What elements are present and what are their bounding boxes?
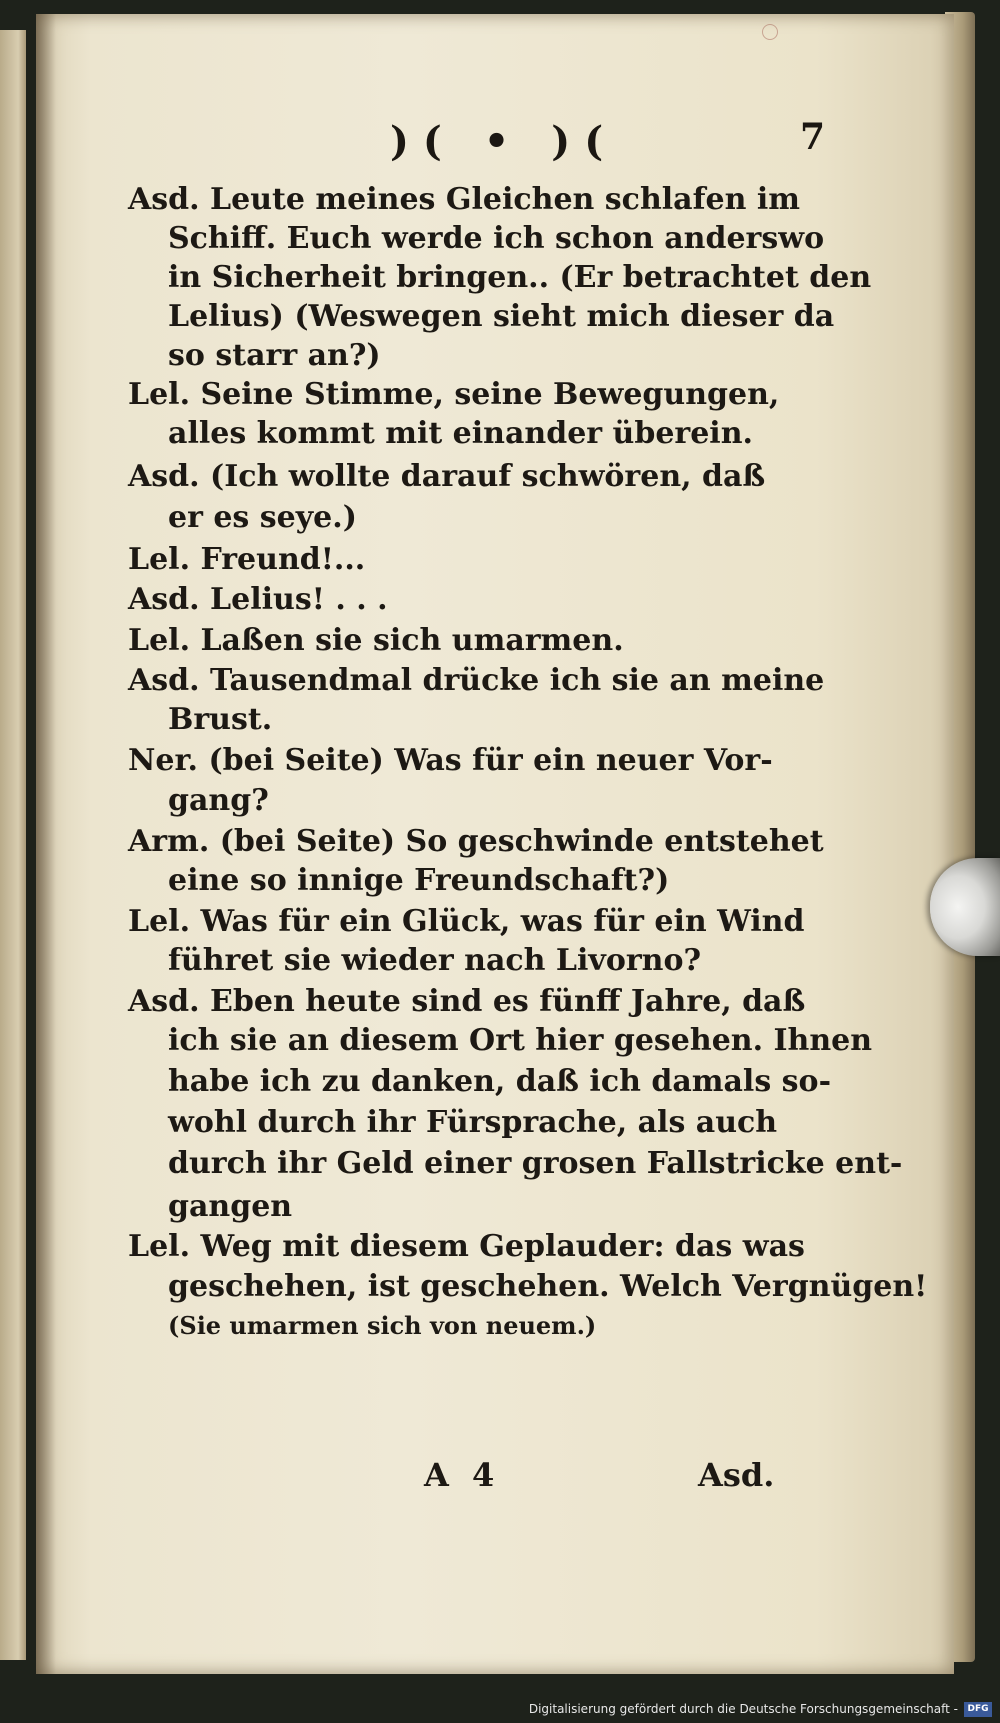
text-line: Lel. Seine Stimme, seine Bewegungen,: [128, 377, 780, 412]
header-ornament: )( • )(: [390, 118, 618, 165]
text-line: Schiff. Euch werde ich schon anderswo: [168, 221, 825, 256]
text-line: eine so innige Freundschaft?): [168, 863, 670, 898]
gutter-shadow: [36, 14, 56, 1674]
dfg-logo-icon: DFG: [964, 1702, 992, 1717]
catchword: Asd.: [698, 1456, 775, 1494]
footer-bar: [0, 1693, 1000, 1723]
text-line: so starr an?): [168, 338, 381, 373]
page-number: 7: [800, 116, 826, 158]
text-line: Asd. (Ich wollte darauf schwören, daß: [128, 459, 766, 494]
library-stamp-mark: [762, 24, 778, 40]
text-line: Asd. Tausendmal drücke ich sie an meine: [128, 663, 825, 698]
text-line: Asd. Eben heute sind es fünff Jahre, daß: [128, 984, 806, 1019]
signature-mark: A 4: [424, 1456, 501, 1494]
text-line: Lel. Weg mit diesem Geplauder: das was: [128, 1229, 805, 1264]
text-line: führet sie wieder nach Livorno?: [168, 943, 702, 978]
text-line: er es seye.): [168, 500, 357, 535]
text-line: wohl durch ihr Fürsprache, als auch: [168, 1105, 778, 1140]
text-line: alles kommt mit einander überein.: [168, 416, 753, 451]
text-line: habe ich zu danken, daß ich damals so-: [168, 1064, 832, 1099]
text-line: Lelius) (Weswegen sieht mich dieser da: [168, 299, 835, 334]
text-line: Lel. Freund!...: [128, 542, 366, 577]
text-line: gangen: [168, 1189, 293, 1224]
stage-direction-line: (Sie umarmen sich von neuem.): [168, 1311, 597, 1340]
text-line: gang?: [168, 783, 269, 818]
text-line: Asd. Lelius! . . .: [128, 582, 388, 617]
text-line: Arm. (bei Seite) So geschwinde entstehet: [128, 824, 824, 859]
text-line: geschehen, ist geschehen. Welch Vergnügen!: [168, 1269, 928, 1304]
funding-credit: Digitalisierung gefördert durch die Deutsche Forschungsgemeinschaft -: [528, 1702, 958, 1716]
text-line: in Sicherheit bringen.. (Er betrachtet den: [168, 260, 872, 295]
text-line: Lel. Was für ein Glück, was für ein Wind: [128, 904, 805, 939]
left-page-edge: [0, 30, 26, 1660]
text-line: Brust.: [168, 702, 273, 737]
text-line: Ner. (bei Seite) Was für ein neuer Vor-: [128, 743, 773, 778]
text-line: durch ihr Geld einer grosen Fallstricke ent-: [168, 1146, 903, 1181]
text-line: Asd. Leute meines Gleichen schlafen im: [128, 182, 800, 217]
text-line: ich sie an diesem Ort hier gesehen. Ihnen: [168, 1023, 873, 1058]
text-line: Lel. Laßen sie sich umarmen.: [128, 623, 624, 658]
